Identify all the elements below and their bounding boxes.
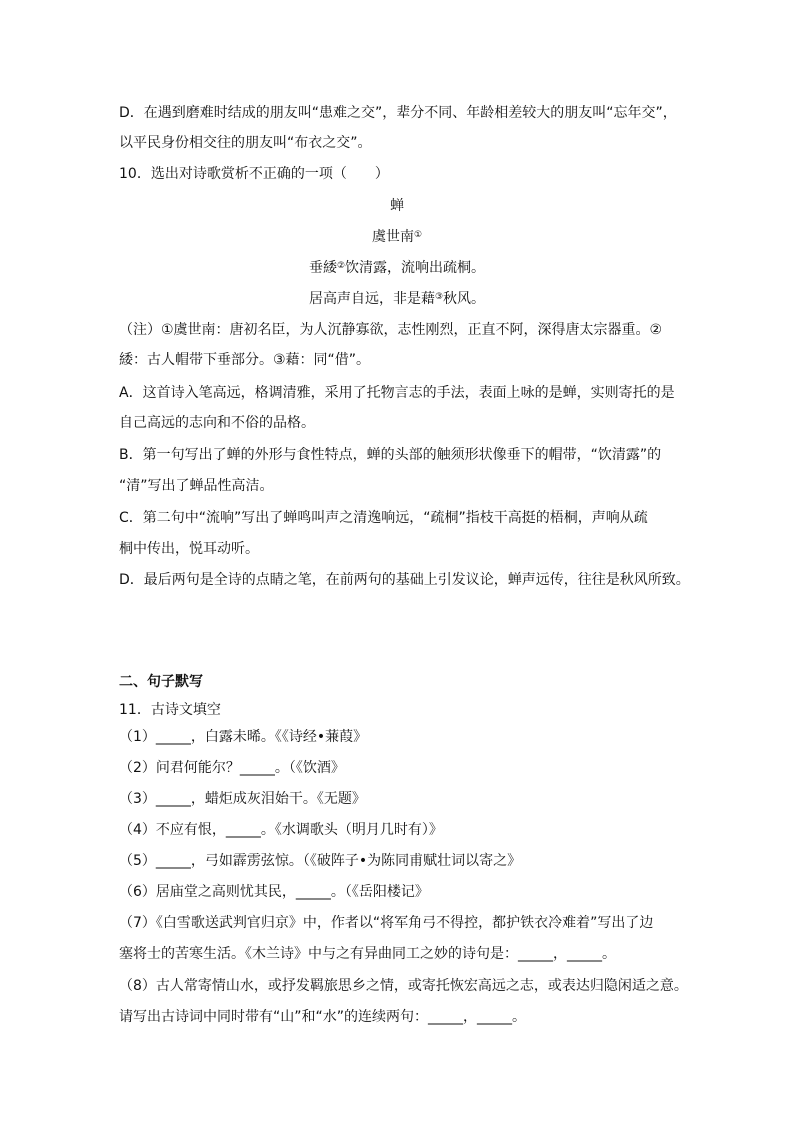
poem-author-name: 虞世南 [371,229,414,245]
q10-option-d: D．最后两句是全诗的点睛之笔，在前两句的基础上引发议论，蝉声远传，往往是秋风所致。 [119,572,690,588]
q10-stem: 10．选出对诗歌赏析不正确的一项（ ） [119,166,389,182]
q11-item-7-line2: 塞将士的苦寒生活。《木兰诗》中与之有异曲同工之妙的诗句是：_____，_____。 [119,946,616,962]
q9-option-d-line2: 以平民身份相交往的朋友叫“布衣之交”。 [119,135,372,151]
poem-title: 蝉 [390,198,404,214]
q11-item-8-line2: 请写出古诗词中同时带有“山”和“水”的连续两句：_____，_____。 [119,1009,527,1025]
poem-line-2-note-marker: ③ [434,292,444,302]
q11-stem: 11．古诗文填空 [119,702,221,718]
q10-option-b-line2: “清”写出了蝉品性高洁。 [119,478,274,494]
q10-option-c-line2: 桐中传出，悦耳动听。 [119,541,259,557]
q11-item-4: （4）不应有恨，_____。《水调歌头（明月几时有）》 [119,822,443,838]
q11-item-5: （5）_____，弓如霹雳弦惊。（《破阵子•为陈同甫赋壮词以寄之》 [119,853,522,869]
q11-item-7-line1: （7）《白雪歌送武判官归京》中，作者以“将军角弓不得控，都护铁衣冷难着”写出了边 [119,915,654,931]
poem-line-2-a: 居高声自远，非是藉 [308,291,435,307]
q11-item-3: （3）_____，蜡炬成灰泪始干。《无题》 [119,791,366,807]
q11-item-1: （1）_____，白露未晞。《《诗经•蒹葭》 [119,729,368,745]
q9-option-d-line1: D．在遇到磨难时结成的朋友叫“患难之交”，辈分不同、年龄相差较大的朋友叫“忘年交”， [119,105,677,121]
q10-option-b-line1: B．第一句写出了蝉的外形与食性特点，蝉的头部的触须形状像垂下的帽带，“饮清露”的 [119,447,662,463]
poem-author [0,227,794,247]
q10-option-c-line1: C．第二句中“流响”写出了蝉鸣叫声之清逸响远，“疏桐”指枝干高挺的梧桐，声响从疏 [119,510,648,526]
q11-item-2: （2）问君何能尔？_____。（《饮酒》 [119,760,345,776]
q10-option-a-line2: 自己高远的志向和不俗的品格。 [119,415,315,431]
poem-line-2-b: 秋风。 [443,291,486,307]
poem-line-1-b: 饮清露，流响出疏桐。 [345,260,486,276]
q11-item-6: （6）居庙堂之高则忧其民，_____。（《岳阳楼记》 [119,884,429,900]
q11-item-8-line1: （8）古人常寄情山水，或抒发羁旅思乡之情，或寄托恢宏高远之志，或表达归隐闲适之意。 [119,978,688,994]
poem-line-2 [0,289,794,309]
poem-note-line1: （注）①虞世南：唐初名臣，为人沉静寡欲，志性刚烈，正直不阿，深得唐太宗器重。② [119,322,663,338]
poem-author-note-marker: ① [413,230,423,240]
q10-option-a-line1: A．这首诗入笔高远，格调清雅，采用了托物言志的手法，表面上咏的是蝉，实则寄托的是 [119,385,675,401]
poem-note-line2: 緌：古人帽带下垂部分。③藉：同“借”。 [119,352,371,368]
poem-line-1-a: 垂緌 [308,260,337,276]
section-heading: 二、句子默写 [119,674,203,690]
poem-line-1-note-marker: ② [336,261,346,271]
poem-line-1 [0,258,794,278]
